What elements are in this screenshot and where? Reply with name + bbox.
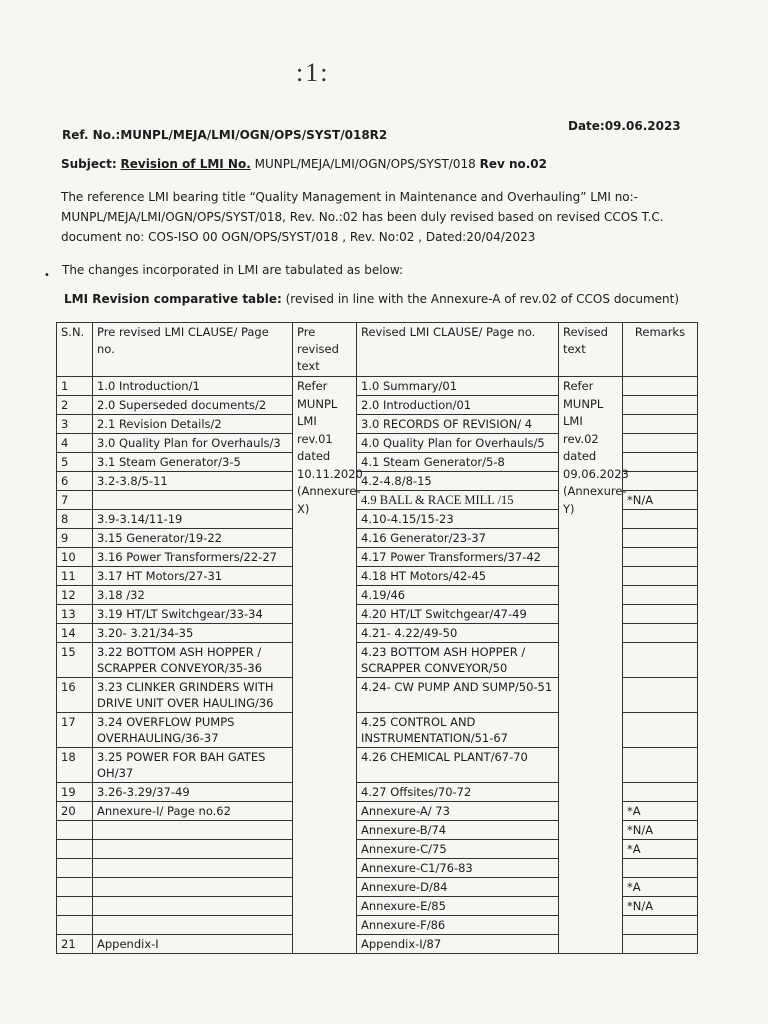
row-sn: 3 [57, 415, 93, 434]
row-sn: 4 [57, 434, 93, 453]
row-pre-clause: Appendix-I [93, 935, 293, 954]
header-pre-text: Pre revised text [293, 323, 357, 377]
row-remarks [623, 713, 698, 748]
row-rev-clause: 1.0 Summary/01 [357, 377, 559, 396]
row-pre-clause: 2.1 Revision Details/2 [93, 415, 293, 434]
row-pre-clause: 3.20- 3.21/34-35 [93, 624, 293, 643]
row-pre-clause [93, 878, 293, 897]
row-rev-clause: 4.9 BALL & RACE MILL /15 [357, 491, 559, 510]
row-sn: 1 [57, 377, 93, 396]
header-pre-clause: Pre revised LMI CLAUSE/ Page no. [93, 323, 293, 377]
row-rev-clause: 4.19/46 [357, 586, 559, 605]
subject-underlined: Revision of LMI No. [120, 157, 251, 171]
table-title-rest: (revised in line with the Annexure-A of rev.02 of CCOS document) [281, 292, 680, 306]
revised-text: Refer MUNPL LMI rev.02 dated 09.06.2023 (Annexure-Y) [559, 377, 623, 954]
header-rev-text: Revised text [559, 323, 623, 377]
row-pre-clause: 2.0 Superseded documents/2 [93, 396, 293, 415]
row-pre-clause [93, 916, 293, 935]
row-remarks [623, 748, 698, 783]
page-number: :1: [296, 58, 330, 87]
row-remarks [623, 916, 698, 935]
row-pre-clause: 3.1 Steam Generator/3-5 [93, 453, 293, 472]
row-remarks [623, 396, 698, 415]
row-remarks: *N/A [623, 491, 698, 510]
table-row [57, 377, 698, 396]
row-remarks [623, 859, 698, 878]
row-remarks: *N/A [623, 821, 698, 840]
row-sn: 17 [57, 713, 93, 748]
row-pre-clause [93, 897, 293, 916]
row-sn: 5 [57, 453, 93, 472]
row-sn: 2 [57, 396, 93, 415]
row-rev-clause: 4.1 Steam Generator/5-8 [357, 453, 559, 472]
row-remarks [623, 643, 698, 678]
paragraph-line-3: document no: COS-ISO 00 OGN/OPS/SYST/018 , Rev. No:02 , Dated:20/04/2023 [61, 230, 536, 244]
row-pre-clause: 3.26-3.29/37-49 [93, 783, 293, 802]
row-rev-clause: 4.27 Offsites/70-72 [357, 783, 559, 802]
row-pre-clause: 3.16 Power Transformers/22-27 [93, 548, 293, 567]
row-sn: 13 [57, 605, 93, 624]
row-rev-clause: 4.2-4.8/8-15 [357, 472, 559, 491]
row-sn: 11 [57, 567, 93, 586]
row-rev-clause: Annexure-C/75 [357, 840, 559, 859]
row-pre-clause: 1.0 Introduction/1 [93, 377, 293, 396]
row-remarks [623, 586, 698, 605]
row-pre-clause: 3.23 CLINKER GRINDERS WITH DRIVE UNIT OVER HAULING/36 [93, 678, 293, 713]
row-sn: 8 [57, 510, 93, 529]
row-pre-clause [93, 491, 293, 510]
changes-intro: The changes incorporated in LMI are tabulated as below: [62, 263, 404, 277]
row-remarks [623, 510, 698, 529]
row-pre-clause: 3.15 Generator/19-22 [93, 529, 293, 548]
table-title [64, 292, 679, 306]
row-sn: 18 [57, 748, 93, 783]
row-pre-clause: 3.25 POWER FOR BAH GATES OH/37 [93, 748, 293, 783]
paragraph-line-2: MUNPL/MEJA/LMI/OGN/OPS/SYST/018, Rev. No.:02 has been duly revised based on revised CCOS T.C. [61, 210, 664, 224]
row-rev-clause: 4.16 Generator/23-37 [357, 529, 559, 548]
row-remarks [623, 377, 698, 396]
subject-line [61, 157, 547, 171]
row-remarks [623, 678, 698, 713]
row-rev-clause: 4.20 HT/LT Switchgear/47-49 [357, 605, 559, 624]
header-remarks: Remarks [623, 323, 698, 377]
row-rev-clause: 4.18 HT Motors/42-45 [357, 567, 559, 586]
row-rev-clause: 4.24- CW PUMP AND SUMP/50-51 [357, 678, 559, 713]
row-rev-clause: 4.17 Power Transformers/37-42 [357, 548, 559, 567]
bullet-icon: • [44, 270, 50, 281]
row-remarks: *A [623, 840, 698, 859]
row-pre-clause [93, 840, 293, 859]
row-rev-clause: 4.10-4.15/15-23 [357, 510, 559, 529]
row-rev-clause: 2.0 Introduction/01 [357, 396, 559, 415]
row-pre-clause: 3.0 Quality Plan for Overhauls/3 [93, 434, 293, 453]
row-pre-clause: 3.2-3.8/5-11 [93, 472, 293, 491]
header-rev-clause: Revised LMI CLAUSE/ Page no. [357, 323, 559, 377]
row-sn: 14 [57, 624, 93, 643]
row-rev-clause: Annexure-A/ 73 [357, 802, 559, 821]
row-sn [57, 821, 93, 840]
row-pre-clause: 3.24 OVERFLOW PUMPS OVERHAULING/36-37 [93, 713, 293, 748]
row-remarks [623, 453, 698, 472]
subject-label: Subject: [61, 157, 117, 171]
document-date: Date:09.06.2023 [568, 119, 681, 133]
row-sn: 20 [57, 802, 93, 821]
subject-rev: Rev no.02 [479, 157, 548, 171]
row-sn: 9 [57, 529, 93, 548]
row-sn: 10 [57, 548, 93, 567]
row-pre-clause: 3.9-3.14/11-19 [93, 510, 293, 529]
row-rev-clause: 4.23 BOTTOM ASH HOPPER / SCRAPPER CONVEYOR/50 [357, 643, 559, 678]
reference-paragraph [61, 187, 726, 247]
row-sn [57, 878, 93, 897]
row-sn: 12 [57, 586, 93, 605]
row-remarks [623, 935, 698, 954]
row-sn [57, 897, 93, 916]
row-remarks [623, 415, 698, 434]
row-sn: 19 [57, 783, 93, 802]
row-remarks [623, 548, 698, 567]
header-sn: S.N. [57, 323, 93, 377]
row-remarks [623, 783, 698, 802]
row-rev-clause: Annexure-F/86 [357, 916, 559, 935]
row-sn [57, 916, 93, 935]
pre-revised-text: Refer MUNPL LMI rev.01 dated 10.11.2020 (Annexure-X) [293, 377, 357, 954]
row-remarks [623, 472, 698, 491]
row-pre-clause: Annexure-I/ Page no.62 [93, 802, 293, 821]
row-pre-clause: 3.17 HT Motors/27-31 [93, 567, 293, 586]
row-rev-clause: Annexure-E/85 [357, 897, 559, 916]
row-sn [57, 840, 93, 859]
row-remarks [623, 567, 698, 586]
row-rev-clause: 4.26 CHEMICAL PLANT/67-70 [357, 748, 559, 783]
row-remarks [623, 434, 698, 453]
row-sn: 7 [57, 491, 93, 510]
row-rev-clause: Annexure-D/84 [357, 878, 559, 897]
row-rev-clause: 3.0 RECORDS OF REVISION/ 4 [357, 415, 559, 434]
row-sn: 6 [57, 472, 93, 491]
row-rev-clause: 4.25 CONTROL AND INSTRUMENTATION/51-67 [357, 713, 559, 748]
subject-text: MUNPL/MEJA/LMI/OGN/OPS/SYST/018 [250, 157, 480, 171]
row-pre-clause [93, 859, 293, 878]
row-rev-clause: 4.0 Quality Plan for Overhauls/5 [357, 434, 559, 453]
row-sn [57, 859, 93, 878]
row-pre-clause: 3.19 HT/LT Switchgear/33-34 [93, 605, 293, 624]
row-rev-clause: 4.21- 4.22/49-50 [357, 624, 559, 643]
row-pre-clause: 3.18 /32 [93, 586, 293, 605]
revision-comparative-table [56, 322, 698, 954]
table-title-bold: LMI Revision comparative table: [64, 292, 282, 306]
row-rev-clause: Annexure-C1/76-83 [357, 859, 559, 878]
row-remarks [623, 529, 698, 548]
row-rev-clause: Annexure-B/74 [357, 821, 559, 840]
row-pre-clause: 3.22 BOTTOM ASH HOPPER / SCRAPPER CONVEYOR/35-36 [93, 643, 293, 678]
reference-number: Ref. No.:MUNPL/MEJA/LMI/OGN/OPS/SYST/018R2 [62, 128, 388, 142]
row-pre-clause [93, 821, 293, 840]
row-remarks: *A [623, 878, 698, 897]
row-remarks [623, 605, 698, 624]
row-sn: 15 [57, 643, 93, 678]
row-sn: 16 [57, 678, 93, 713]
row-remarks [623, 624, 698, 643]
row-remarks: *A [623, 802, 698, 821]
row-rev-clause: Appendix-I/87 [357, 935, 559, 954]
row-remarks: *N/A [623, 897, 698, 916]
table-header-row [57, 323, 698, 377]
row-sn: 21 [57, 935, 93, 954]
paragraph-line-1: The reference LMI bearing title “Quality Management in Maintenance and Overhauling” LMI no:- [61, 190, 639, 204]
